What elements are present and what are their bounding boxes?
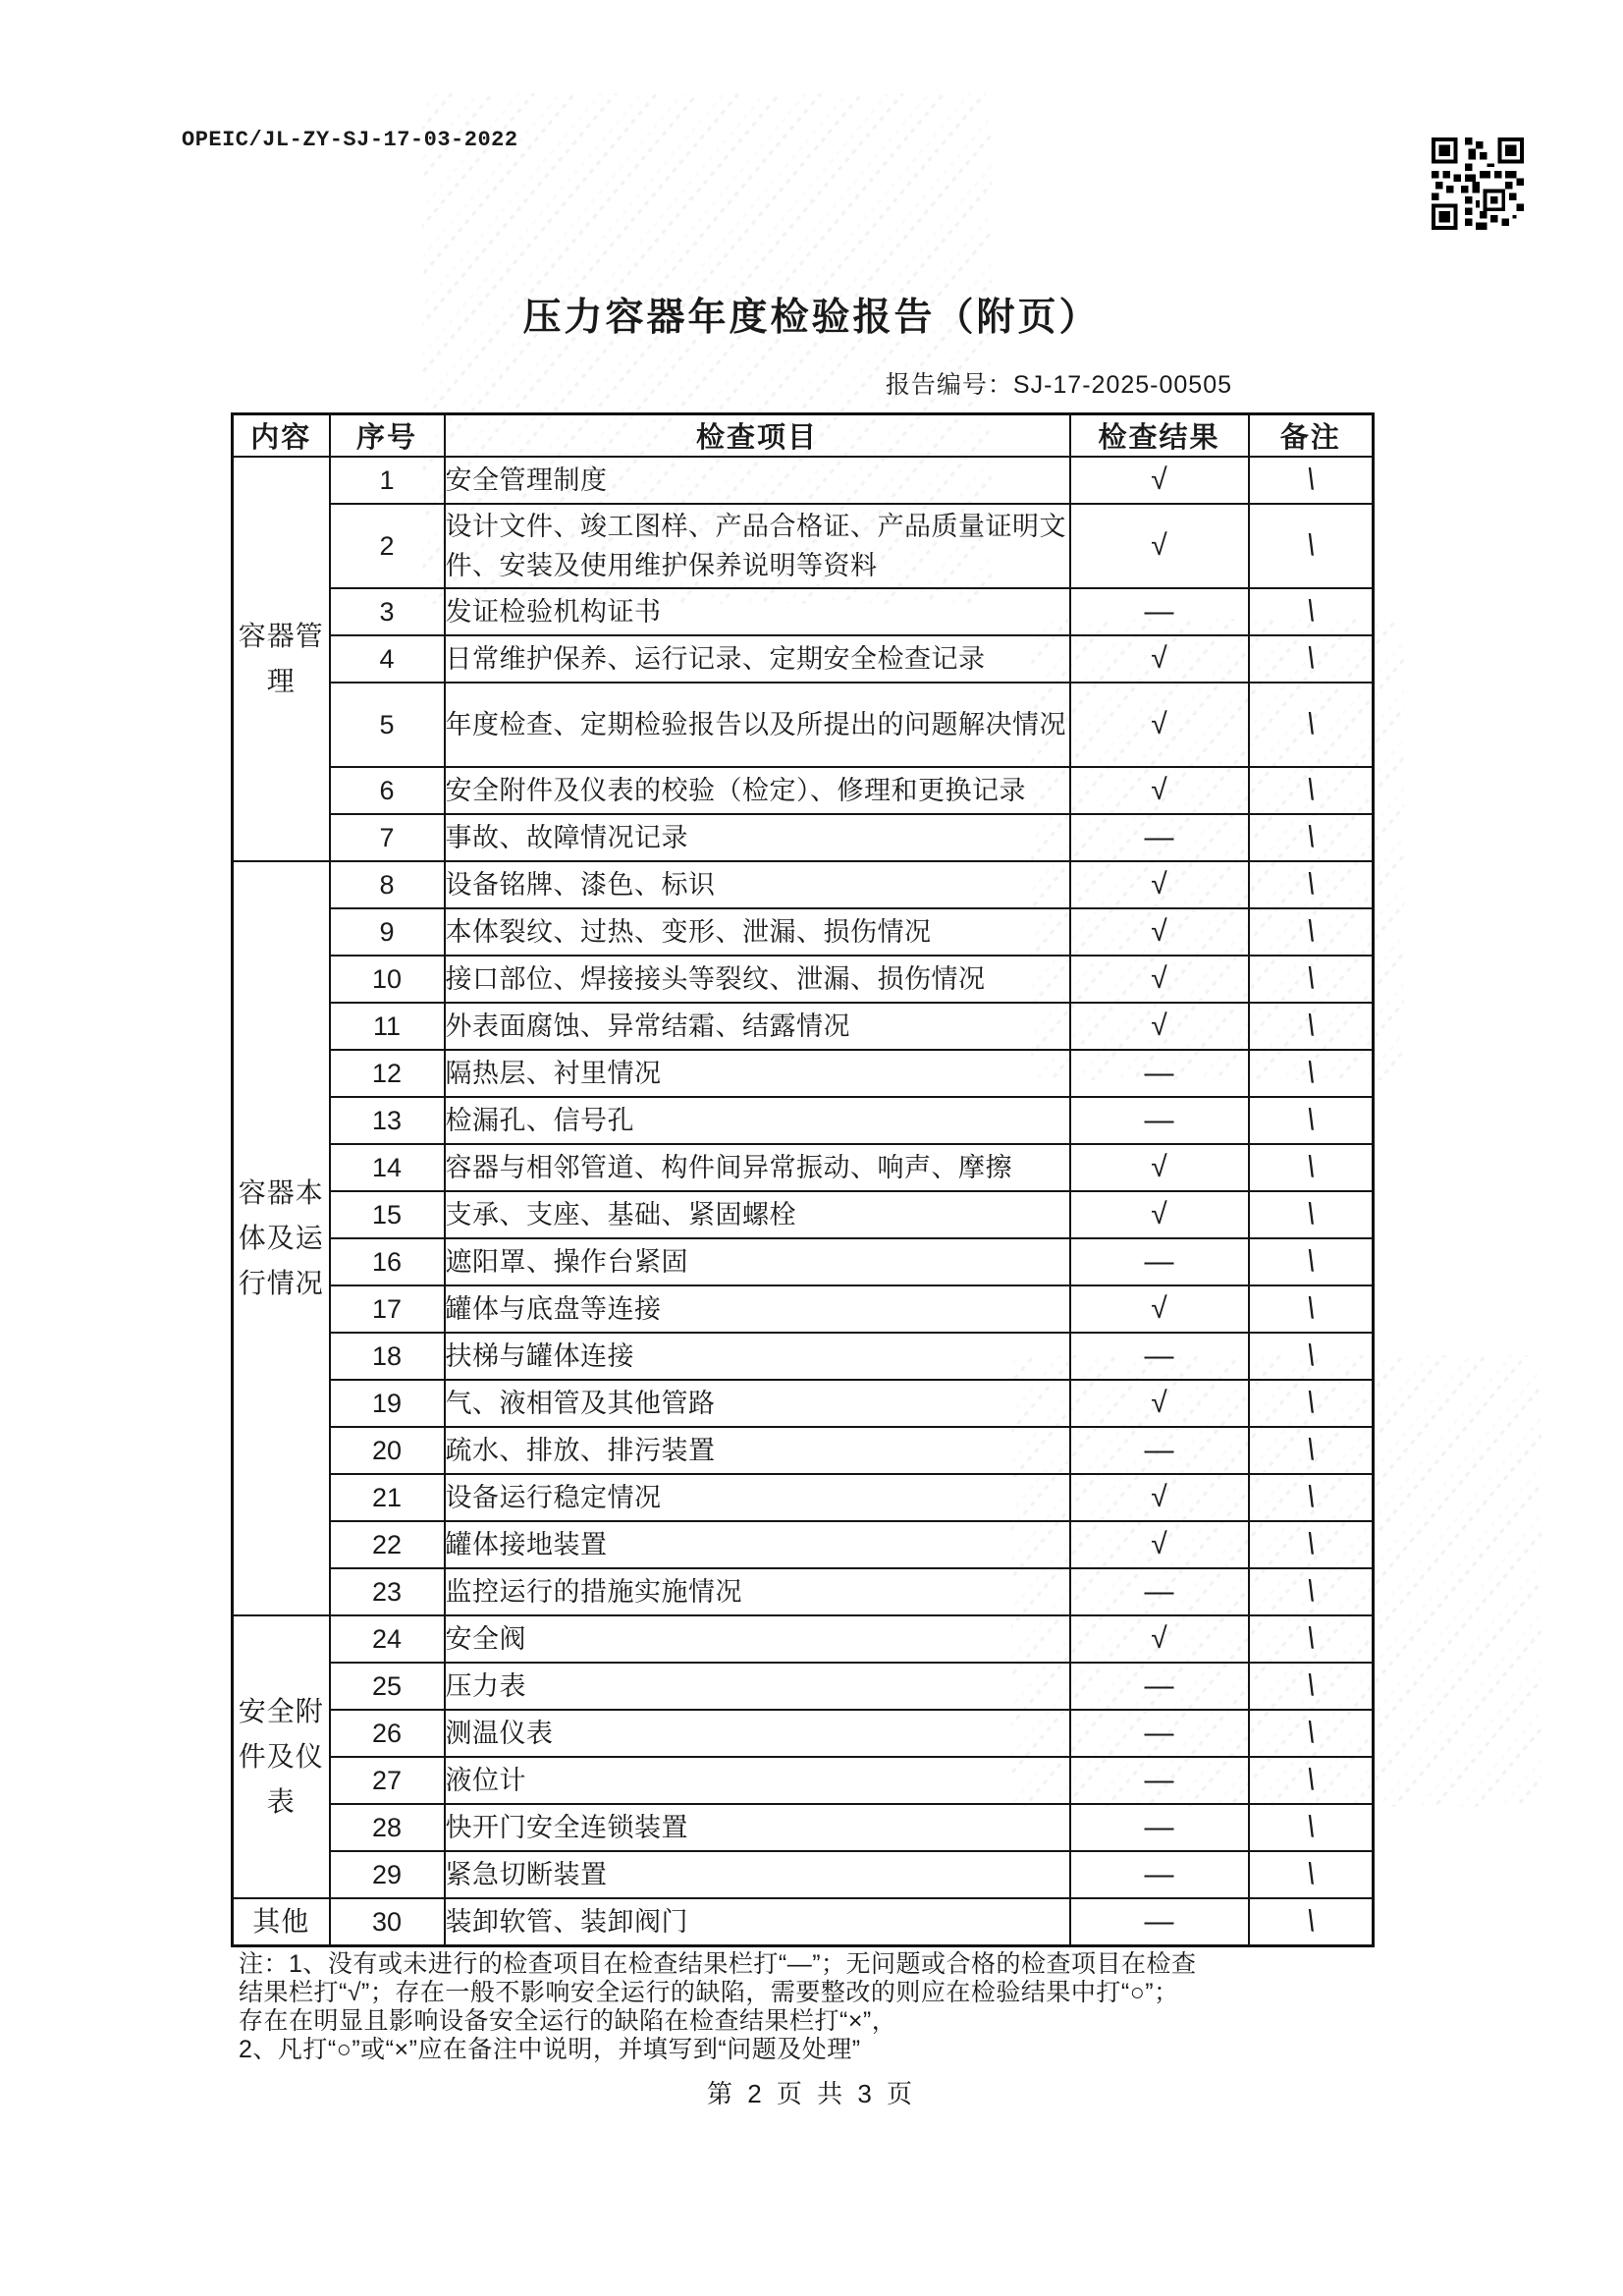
remark-cell <box>1249 1521 1374 1568</box>
remark-slash-mark: \ <box>1304 1339 1318 1373</box>
table-row <box>233 1898 1374 1946</box>
remark-slash-mark: \ <box>1304 1056 1318 1090</box>
inspection-item-cell: 容器与相邻管道、构件间异常振动、响声、摩擦 <box>445 1144 1070 1191</box>
table-row <box>233 1851 1374 1898</box>
inspection-item-cell: 扶梯与罐体连接 <box>445 1333 1070 1380</box>
table-row <box>233 1050 1374 1097</box>
inspection-result-cell: √ <box>1070 1285 1249 1333</box>
row-number-cell: 10 <box>330 956 445 1003</box>
inspection-item-cell: 测温仪表 <box>445 1710 1070 1757</box>
remark-slash-mark: \ <box>1304 594 1318 629</box>
group-label-cell: 安全附件及仪表 <box>233 1615 330 1898</box>
table-row <box>233 1804 1374 1851</box>
inspection-result-cell: — <box>1070 1804 1249 1851</box>
inspection-result-cell: — <box>1070 588 1249 635</box>
row-number-cell: 20 <box>330 1427 445 1474</box>
row-number-cell: 6 <box>330 767 445 814</box>
remark-slash-mark: \ <box>1304 914 1318 949</box>
inspection-item-cell: 事故、故障情况记录 <box>445 814 1070 861</box>
inspection-result-cell: √ <box>1070 1003 1249 1050</box>
remark-slash-mark: \ <box>1304 1857 1318 1891</box>
remark-cell <box>1249 861 1374 908</box>
page-title: 压力容器年度检验报告（附页） <box>522 297 1101 339</box>
inspection-result-cell: √ <box>1070 956 1249 1003</box>
remark-cell <box>1249 1474 1374 1521</box>
inspection-item-cell: 安全附件及仪表的校验（检定）、修理和更换记录 <box>445 767 1070 814</box>
remark-slash-mark: \ <box>1304 528 1318 563</box>
remark-slash-mark: \ <box>1304 1244 1318 1279</box>
remark-cell <box>1249 1710 1374 1757</box>
table-row <box>233 683 1374 767</box>
inspection-result-cell: — <box>1070 1898 1249 1946</box>
remark-slash-mark: \ <box>1304 1621 1318 1656</box>
group-label-cell: 容器本体及运行情况 <box>233 861 330 1615</box>
remark-cell <box>1249 908 1374 956</box>
inspection-item-cell: 年度检查、定期检验报告以及所提出的问题解决情况 <box>445 683 1070 767</box>
inspection-item-cell: 快开门安全连锁装置 <box>445 1804 1070 1851</box>
inspection-result-cell: — <box>1070 1757 1249 1804</box>
remark-slash-mark: \ <box>1304 641 1318 676</box>
remark-cell <box>1249 1285 1374 1333</box>
row-number-cell: 13 <box>330 1097 445 1144</box>
inspection-result-cell: — <box>1070 1050 1249 1097</box>
report-number-label: 报告编号： <box>885 371 1013 399</box>
header-number: 序号 <box>330 414 445 458</box>
inspection-table-body <box>233 457 1374 1946</box>
inspection-item-cell: 气、液相管及其他管路 <box>445 1380 1070 1427</box>
table-row <box>233 1663 1374 1710</box>
remark-slash-mark: \ <box>1304 961 1318 996</box>
remark-slash-mark: \ <box>1304 1009 1318 1043</box>
inspection-item-cell: 安全阀 <box>445 1615 1070 1663</box>
group-label-cell: 容器管理 <box>233 457 330 861</box>
table-row <box>233 1238 1374 1285</box>
remark-cell <box>1249 1191 1374 1238</box>
remark-slash-mark: \ <box>1304 1716 1318 1750</box>
header-item: 检查项目 <box>445 414 1070 458</box>
inspection-item-cell: 日常维护保养、运行记录、定期安全检查记录 <box>445 635 1070 683</box>
row-number-cell: 11 <box>330 1003 445 1050</box>
table-row <box>233 588 1374 635</box>
inspection-result-cell: √ <box>1070 908 1249 956</box>
remark-slash-mark: \ <box>1304 1197 1318 1231</box>
row-number-cell: 23 <box>330 1568 445 1615</box>
table-row <box>233 1380 1374 1427</box>
remark-slash-mark: \ <box>1304 820 1318 854</box>
inspection-result-cell: — <box>1070 1238 1249 1285</box>
table-row <box>233 1615 1374 1663</box>
row-number-cell: 21 <box>330 1474 445 1521</box>
page-number: 第 2 页 共 3 页 <box>706 2079 917 2108</box>
table-row <box>233 1333 1374 1380</box>
remark-cell <box>1249 814 1374 861</box>
table-row <box>233 1003 1374 1050</box>
row-number-cell: 3 <box>330 588 445 635</box>
row-number-cell: 2 <box>330 504 445 588</box>
group-label-cell: 其他 <box>233 1898 330 1946</box>
inspection-result-cell: — <box>1070 1663 1249 1710</box>
notes-block <box>239 1950 1319 2064</box>
row-number-cell: 1 <box>330 457 445 504</box>
table-row <box>233 635 1374 683</box>
inspection-item-cell: 支承、支座、基础、紧固螺栓 <box>445 1191 1070 1238</box>
row-number-cell: 26 <box>330 1710 445 1757</box>
row-number-cell: 24 <box>330 1615 445 1663</box>
header-result: 检查结果 <box>1070 414 1249 458</box>
inspection-item-cell: 本体裂纹、过热、变形、泄漏、损伤情况 <box>445 908 1070 956</box>
table-row <box>233 504 1374 588</box>
inspection-item-cell: 外表面腐蚀、异常结霜、结露情况 <box>445 1003 1070 1050</box>
row-number-cell: 19 <box>330 1380 445 1427</box>
remark-cell <box>1249 767 1374 814</box>
remark-cell <box>1249 457 1374 504</box>
note-line: 存在在明显且影响设备安全运行的缺陷在检查结果栏打“×”， <box>239 2007 897 2035</box>
inspection-item-cell: 发证检验机构证书 <box>445 588 1070 635</box>
inspection-item-cell: 隔热层、衬里情况 <box>445 1050 1070 1097</box>
remark-slash-mark: \ <box>1304 1150 1318 1184</box>
inspection-item-cell: 遮阳罩、操作台紧固 <box>445 1238 1070 1285</box>
inspection-item-cell: 液位计 <box>445 1757 1070 1804</box>
remark-slash-mark: \ <box>1304 1668 1318 1703</box>
table-row <box>233 1144 1374 1191</box>
inspection-result-cell: — <box>1070 1427 1249 1474</box>
table-row <box>233 956 1374 1003</box>
remark-cell <box>1249 1427 1374 1474</box>
inspection-item-cell: 设计文件、竣工图样、产品合格证、产品质量证明文件、安装及使用维护保养说明等资料 <box>445 504 1070 588</box>
remark-cell <box>1249 1380 1374 1427</box>
remark-slash-mark: \ <box>1304 1103 1318 1137</box>
inspection-item-cell: 罐体接地装置 <box>445 1521 1070 1568</box>
remark-cell <box>1249 1615 1374 1663</box>
inspection-result-cell: √ <box>1070 635 1249 683</box>
remark-cell <box>1249 504 1374 588</box>
row-number-cell: 7 <box>330 814 445 861</box>
inspection-item-cell: 疏水、排放、排污装置 <box>445 1427 1070 1474</box>
inspection-result-cell: √ <box>1070 504 1249 588</box>
inspection-result-cell: √ <box>1070 1521 1249 1568</box>
remark-cell <box>1249 1238 1374 1285</box>
remark-slash-mark: \ <box>1304 463 1318 497</box>
table-row <box>233 767 1374 814</box>
inspection-result-cell: √ <box>1070 861 1249 908</box>
inspection-item-cell: 设备运行稳定情况 <box>445 1474 1070 1521</box>
inspection-result-cell: √ <box>1070 457 1249 504</box>
inspection-result-cell: — <box>1070 1568 1249 1615</box>
inspection-result-cell: — <box>1070 1097 1249 1144</box>
remark-cell <box>1249 635 1374 683</box>
table-row <box>233 1710 1374 1757</box>
inspection-result-cell: √ <box>1070 1191 1249 1238</box>
remark-cell <box>1249 683 1374 767</box>
inspection-item-cell: 紧急切断装置 <box>445 1851 1070 1898</box>
remark-slash-mark: \ <box>1304 1386 1318 1420</box>
row-number-cell: 8 <box>330 861 445 908</box>
remark-cell <box>1249 588 1374 635</box>
table-row <box>233 1757 1374 1804</box>
row-number-cell: 17 <box>330 1285 445 1333</box>
inspection-item-cell: 压力表 <box>445 1663 1070 1710</box>
remark-cell <box>1249 956 1374 1003</box>
table-row <box>233 1474 1374 1521</box>
remark-cell <box>1249 1333 1374 1380</box>
row-number-cell: 29 <box>330 1851 445 1898</box>
remark-slash-mark: \ <box>1304 1480 1318 1514</box>
remark-cell <box>1249 1050 1374 1097</box>
inspection-result-cell: — <box>1070 814 1249 861</box>
row-number-cell: 22 <box>330 1521 445 1568</box>
inspection-item-cell: 装卸软管、装卸阀门 <box>445 1898 1070 1946</box>
table-row <box>233 1521 1374 1568</box>
inspection-table <box>231 412 1375 1947</box>
remark-slash-mark: \ <box>1304 773 1318 807</box>
row-number-cell: 4 <box>330 635 445 683</box>
remark-cell <box>1249 1851 1374 1898</box>
row-number-cell: 16 <box>330 1238 445 1285</box>
row-number-cell: 18 <box>330 1333 445 1380</box>
row-number-cell: 27 <box>330 1757 445 1804</box>
remark-cell <box>1249 1097 1374 1144</box>
remark-cell <box>1249 1144 1374 1191</box>
table-row <box>233 1097 1374 1144</box>
inspection-result-cell: √ <box>1070 683 1249 767</box>
header-content: 内容 <box>233 414 330 458</box>
remark-slash-mark: \ <box>1304 1574 1318 1609</box>
row-number-cell: 5 <box>330 683 445 767</box>
table-row <box>233 908 1374 956</box>
qr-code-icon <box>1432 137 1524 230</box>
table-row <box>233 1285 1374 1333</box>
remark-cell <box>1249 1568 1374 1615</box>
table-row <box>233 457 1374 504</box>
remark-cell <box>1249 1003 1374 1050</box>
row-number-cell: 30 <box>330 1898 445 1946</box>
remark-slash-mark: \ <box>1304 1810 1318 1844</box>
inspection-result-cell: — <box>1070 1851 1249 1898</box>
remark-cell <box>1249 1663 1374 1710</box>
inspection-item-cell: 检漏孔、信号孔 <box>445 1097 1070 1144</box>
report-number-value: SJ-17-2025-00505 <box>1012 371 1232 399</box>
table-row <box>233 1568 1374 1615</box>
remark-slash-mark: \ <box>1304 1433 1318 1467</box>
note-line: 2、凡打“○”或“×”应在备注中说明，并填写到“问题及处理” <box>239 2036 861 2063</box>
document-code: OPEIC/JL-ZY-SJ-17-03-2022 <box>182 128 518 152</box>
row-number-cell: 28 <box>330 1804 445 1851</box>
remark-cell <box>1249 1804 1374 1851</box>
inspection-item-cell: 罐体与底盘等连接 <box>445 1285 1070 1333</box>
inspection-item-cell: 接口部位、焊接接头等裂纹、泄漏、损伤情况 <box>445 956 1070 1003</box>
table-row <box>233 861 1374 908</box>
row-number-cell: 12 <box>330 1050 445 1097</box>
remark-slash-mark: \ <box>1304 1527 1318 1561</box>
inspection-result-cell: √ <box>1070 1474 1249 1521</box>
report-number-line <box>886 365 1232 401</box>
remark-slash-mark: \ <box>1304 1904 1318 1939</box>
row-number-cell: 15 <box>330 1191 445 1238</box>
inspection-result-cell: √ <box>1070 1144 1249 1191</box>
inspection-item-cell: 监控运行的措施实施情况 <box>445 1568 1070 1615</box>
inspection-result-cell: √ <box>1070 1615 1249 1663</box>
row-number-cell: 14 <box>330 1144 445 1191</box>
inspection-result-cell: √ <box>1070 1380 1249 1427</box>
note-line: 结果栏打“√”；存在一般不影响安全运行的缺陷，需要整改的则应在检验结果中打“○”； <box>239 1979 1179 2006</box>
table-header-row <box>233 414 1374 458</box>
row-number-cell: 25 <box>330 1663 445 1710</box>
remark-slash-mark: \ <box>1304 1291 1318 1326</box>
remark-slash-mark: \ <box>1304 707 1318 741</box>
remark-cell <box>1249 1898 1374 1946</box>
note-line: 注：1、没有或未进行的检查项目在检查结果栏打“—”；无问题或合格的检查项目在检查 <box>239 1950 1197 1978</box>
inspection-item-cell: 安全管理制度 <box>445 457 1070 504</box>
table-row <box>233 1427 1374 1474</box>
header-remark: 备注 <box>1249 414 1374 458</box>
inspection-item-cell: 设备铭牌、漆色、标识 <box>445 861 1070 908</box>
inspection-result-cell: — <box>1070 1710 1249 1757</box>
remark-slash-mark: \ <box>1304 1763 1318 1797</box>
table-row <box>233 1191 1374 1238</box>
table-row <box>233 814 1374 861</box>
remark-slash-mark: \ <box>1304 867 1318 902</box>
row-number-cell: 9 <box>330 908 445 956</box>
remark-cell <box>1249 1757 1374 1804</box>
inspection-result-cell: √ <box>1070 767 1249 814</box>
inspection-result-cell: — <box>1070 1333 1249 1380</box>
